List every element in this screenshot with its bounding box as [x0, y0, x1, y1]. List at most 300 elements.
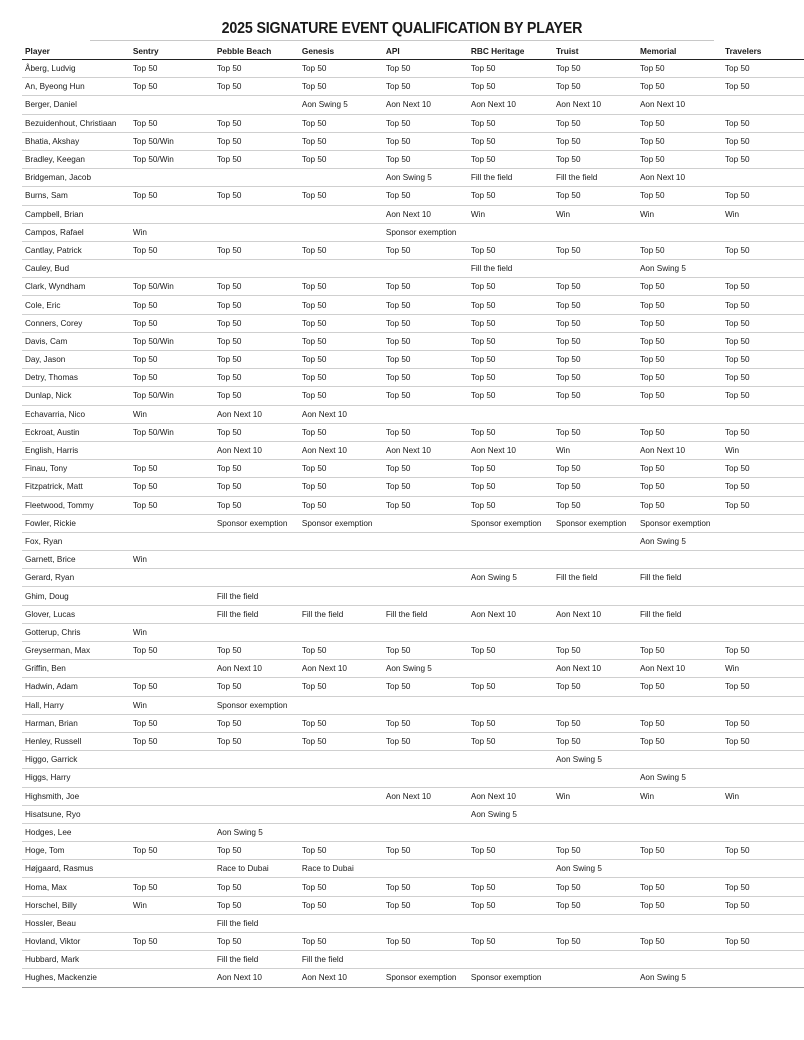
truist-cell: Top 50 [553, 732, 637, 750]
api-cell [383, 751, 468, 769]
memorial-cell: Aon Next 10 [637, 96, 722, 114]
table-row [22, 205, 804, 223]
travelers-cell: Top 50 [722, 278, 804, 296]
sentry-cell [130, 441, 214, 459]
player-name: Burns, Sam [22, 187, 130, 205]
player-name: Hossler, Beau [22, 914, 130, 932]
truist-cell: Top 50 [553, 60, 637, 78]
table-row [22, 896, 804, 914]
truist-cell [553, 405, 637, 423]
rbc-heritage-cell: Top 50 [468, 278, 553, 296]
memorial-cell: Top 50 [637, 332, 722, 350]
truist-cell: Top 50 [553, 387, 637, 405]
pebble-beach-cell: Top 50 [214, 732, 299, 750]
rbc-heritage-cell: Win [468, 205, 553, 223]
genesis-cell [299, 751, 383, 769]
rbc-heritage-cell [468, 951, 553, 969]
sentry-cell [130, 823, 214, 841]
travelers-cell [722, 696, 804, 714]
pebble-beach-cell: Sponsor exemption [214, 696, 299, 714]
travelers-cell [722, 96, 804, 114]
pebble-beach-cell: Top 50 [214, 351, 299, 369]
sentry-cell: Win [130, 405, 214, 423]
pebble-beach-cell: Top 50 [214, 842, 299, 860]
pebble-beach-cell: Top 50 [214, 60, 299, 78]
memorial-cell: Aon Swing 5 [637, 769, 722, 787]
api-cell: Top 50 [383, 60, 468, 78]
api-cell: Top 50 [383, 642, 468, 660]
memorial-cell: Top 50 [637, 732, 722, 750]
player-name: English, Harris [22, 441, 130, 459]
genesis-cell: Race to Dubai [299, 860, 383, 878]
genesis-cell [299, 787, 383, 805]
rbc-heritage-cell: Aon Next 10 [468, 441, 553, 459]
pebble-beach-cell: Top 50 [214, 314, 299, 332]
rbc-heritage-cell: Top 50 [468, 678, 553, 696]
player-name: Hughes, Mackenzie [22, 969, 130, 987]
truist-cell [553, 805, 637, 823]
player-name: Clark, Wyndham [22, 278, 130, 296]
genesis-cell: Top 50 [299, 278, 383, 296]
genesis-cell: Top 50 [299, 369, 383, 387]
genesis-cell [299, 696, 383, 714]
pebble-beach-cell: Top 50 [214, 278, 299, 296]
api-cell: Top 50 [383, 187, 468, 205]
column-header-rbc-heritage: RBC Heritage [468, 42, 553, 60]
rbc-heritage-cell: Top 50 [468, 714, 553, 732]
travelers-cell: Top 50 [722, 314, 804, 332]
genesis-cell: Top 50 [299, 241, 383, 259]
memorial-cell: Fill the field [637, 569, 722, 587]
memorial-cell [637, 587, 722, 605]
table-row [22, 278, 804, 296]
travelers-cell [722, 569, 804, 587]
pebble-beach-cell: Top 50 [214, 678, 299, 696]
player-name: Highsmith, Joe [22, 787, 130, 805]
table-row [22, 969, 804, 987]
genesis-cell: Top 50 [299, 296, 383, 314]
memorial-cell [637, 223, 722, 241]
genesis-cell: Top 50 [299, 896, 383, 914]
genesis-cell: Top 50 [299, 478, 383, 496]
player-name: Bradley, Keegan [22, 150, 130, 168]
rbc-heritage-cell: Top 50 [468, 896, 553, 914]
api-cell: Top 50 [383, 278, 468, 296]
truist-cell [553, 914, 637, 932]
api-cell: Top 50 [383, 732, 468, 750]
genesis-cell [299, 805, 383, 823]
travelers-cell [722, 532, 804, 550]
player-name: Dunlap, Nick [22, 387, 130, 405]
player-name: Hadwin, Adam [22, 678, 130, 696]
travelers-cell: Top 50 [722, 896, 804, 914]
rbc-heritage-cell: Top 50 [468, 842, 553, 860]
truist-cell: Top 50 [553, 150, 637, 168]
table-row [22, 78, 804, 96]
api-cell [383, 587, 468, 605]
genesis-cell: Top 50 [299, 496, 383, 514]
genesis-cell: Aon Next 10 [299, 969, 383, 987]
table-row [22, 150, 804, 168]
api-cell [383, 951, 468, 969]
table-row [22, 405, 804, 423]
table-row [22, 514, 804, 532]
qualification-table [22, 42, 804, 988]
genesis-cell: Top 50 [299, 187, 383, 205]
truist-cell: Win [553, 787, 637, 805]
api-cell: Top 50 [383, 314, 468, 332]
memorial-cell: Top 50 [637, 369, 722, 387]
pebble-beach-cell [214, 769, 299, 787]
genesis-cell [299, 205, 383, 223]
memorial-cell [637, 805, 722, 823]
table-header-row [22, 42, 804, 60]
travelers-cell [722, 823, 804, 841]
player-name: Hodges, Lee [22, 823, 130, 841]
sentry-cell [130, 660, 214, 678]
genesis-cell: Fill the field [299, 951, 383, 969]
pebble-beach-cell: Top 50 [214, 78, 299, 96]
rbc-heritage-cell [468, 860, 553, 878]
sentry-cell [130, 769, 214, 787]
sentry-cell: Top 50 [130, 878, 214, 896]
memorial-cell [637, 914, 722, 932]
travelers-cell: Win [722, 787, 804, 805]
travelers-cell: Top 50 [722, 678, 804, 696]
genesis-cell [299, 551, 383, 569]
rbc-heritage-cell: Sponsor exemption [468, 514, 553, 532]
api-cell: Top 50 [383, 496, 468, 514]
pebble-beach-cell: Top 50 [214, 460, 299, 478]
travelers-cell [722, 860, 804, 878]
pebble-beach-cell [214, 805, 299, 823]
pebble-beach-cell: Top 50 [214, 132, 299, 150]
table-row [22, 787, 804, 805]
api-cell [383, 532, 468, 550]
truist-cell: Top 50 [553, 423, 637, 441]
rbc-heritage-cell: Top 50 [468, 642, 553, 660]
sentry-cell [130, 787, 214, 805]
pebble-beach-cell [214, 787, 299, 805]
pebble-beach-cell [214, 223, 299, 241]
travelers-cell: Top 50 [722, 296, 804, 314]
truist-cell: Top 50 [553, 642, 637, 660]
player-name: Hoge, Tom [22, 842, 130, 860]
memorial-cell: Top 50 [637, 314, 722, 332]
memorial-cell: Fill the field [637, 605, 722, 623]
column-header-sentry: Sentry [130, 42, 214, 60]
memorial-cell: Top 50 [637, 460, 722, 478]
memorial-cell: Aon Swing 5 [637, 969, 722, 987]
table-row [22, 823, 804, 841]
truist-cell [553, 951, 637, 969]
api-cell: Top 50 [383, 478, 468, 496]
truist-cell: Fill the field [553, 169, 637, 187]
column-header-memorial: Memorial [637, 42, 722, 60]
memorial-cell [637, 405, 722, 423]
sentry-cell: Top 50 [130, 314, 214, 332]
rbc-heritage-cell: Aon Next 10 [468, 96, 553, 114]
table-row [22, 678, 804, 696]
pebble-beach-cell: Top 50 [214, 933, 299, 951]
truist-cell: Top 50 [553, 114, 637, 132]
sentry-cell [130, 605, 214, 623]
memorial-cell: Top 50 [637, 714, 722, 732]
table-row [22, 660, 804, 678]
player-name: Higgs, Harry [22, 769, 130, 787]
truist-cell: Win [553, 205, 637, 223]
truist-cell: Aon Swing 5 [553, 860, 637, 878]
api-cell: Top 50 [383, 387, 468, 405]
player-name: Fitzpatrick, Matt [22, 478, 130, 496]
truist-cell: Top 50 [553, 878, 637, 896]
player-name: Bhatia, Akshay [22, 132, 130, 150]
pebble-beach-cell: Top 50 [214, 114, 299, 132]
rbc-heritage-cell [468, 532, 553, 550]
sentry-cell [130, 205, 214, 223]
pebble-beach-cell: Top 50 [214, 187, 299, 205]
truist-cell: Top 50 [553, 678, 637, 696]
pebble-beach-cell [214, 260, 299, 278]
table-row [22, 951, 804, 969]
pebble-beach-cell [214, 569, 299, 587]
memorial-cell: Top 50 [637, 642, 722, 660]
sentry-cell [130, 969, 214, 987]
api-cell: Top 50 [383, 150, 468, 168]
column-header-pebble-beach: Pebble Beach [214, 42, 299, 60]
pebble-beach-cell: Top 50 [214, 714, 299, 732]
genesis-cell [299, 569, 383, 587]
player-name: Cauley, Bud [22, 260, 130, 278]
rbc-heritage-cell: Top 50 [468, 150, 553, 168]
sentry-cell: Top 50 [130, 296, 214, 314]
table-body [22, 60, 804, 988]
sentry-cell: Top 50 [130, 678, 214, 696]
player-name: Åberg, Ludvig [22, 60, 130, 78]
api-cell: Top 50 [383, 842, 468, 860]
player-name: Detry, Thomas [22, 369, 130, 387]
memorial-cell: Top 50 [637, 150, 722, 168]
rbc-heritage-cell: Fill the field [468, 169, 553, 187]
memorial-cell [637, 951, 722, 969]
travelers-cell [722, 605, 804, 623]
column-header-genesis: Genesis [299, 42, 383, 60]
sentry-cell [130, 169, 214, 187]
player-name: An, Byeong Hun [22, 78, 130, 96]
sentry-cell: Top 50 [130, 187, 214, 205]
sentry-cell: Top 50/Win [130, 332, 214, 350]
table-row [22, 387, 804, 405]
sentry-cell: Win [130, 223, 214, 241]
genesis-cell: Top 50 [299, 878, 383, 896]
pebble-beach-cell: Fill the field [214, 951, 299, 969]
travelers-cell: Top 50 [722, 732, 804, 750]
table-row [22, 714, 804, 732]
player-name: Campbell, Brian [22, 205, 130, 223]
travelers-cell: Win [722, 441, 804, 459]
genesis-cell: Aon Next 10 [299, 405, 383, 423]
memorial-cell: Aon Swing 5 [637, 260, 722, 278]
table-row [22, 842, 804, 860]
memorial-cell: Aon Next 10 [637, 660, 722, 678]
api-cell: Top 50 [383, 369, 468, 387]
player-name: Glover, Lucas [22, 605, 130, 623]
column-header-travelers: Travelers [722, 42, 804, 60]
genesis-cell: Fill the field [299, 605, 383, 623]
api-cell: Fill the field [383, 605, 468, 623]
api-cell: Top 50 [383, 132, 468, 150]
sentry-cell: Top 50 [130, 60, 214, 78]
sentry-cell: Top 50/Win [130, 423, 214, 441]
sentry-cell: Top 50 [130, 241, 214, 259]
pebble-beach-cell: Top 50 [214, 241, 299, 259]
truist-cell [553, 532, 637, 550]
sentry-cell: Top 50 [130, 460, 214, 478]
pebble-beach-cell [214, 551, 299, 569]
table-row [22, 260, 804, 278]
sentry-cell: Top 50 [130, 714, 214, 732]
genesis-cell: Top 50 [299, 332, 383, 350]
rbc-heritage-cell: Aon Swing 5 [468, 569, 553, 587]
genesis-cell: Top 50 [299, 423, 383, 441]
sentry-cell: Top 50 [130, 842, 214, 860]
genesis-cell: Top 50 [299, 78, 383, 96]
truist-cell [553, 769, 637, 787]
memorial-cell: Top 50 [637, 478, 722, 496]
player-name: Harman, Brian [22, 714, 130, 732]
api-cell: Top 50 [383, 460, 468, 478]
pebble-beach-cell: Top 50 [214, 878, 299, 896]
travelers-cell: Top 50 [722, 241, 804, 259]
rbc-heritage-cell: Top 50 [468, 387, 553, 405]
memorial-cell: Top 50 [637, 896, 722, 914]
table-row [22, 769, 804, 787]
memorial-cell: Top 50 [637, 278, 722, 296]
genesis-cell: Top 50 [299, 150, 383, 168]
player-name: Garnett, Brice [22, 551, 130, 569]
truist-cell [553, 696, 637, 714]
sentry-cell: Top 50 [130, 496, 214, 514]
genesis-cell: Aon Next 10 [299, 660, 383, 678]
api-cell: Top 50 [383, 678, 468, 696]
sentry-cell [130, 751, 214, 769]
memorial-cell: Top 50 [637, 678, 722, 696]
truist-cell: Top 50 [553, 278, 637, 296]
player-name: Hubbard, Mark [22, 951, 130, 969]
sentry-cell: Top 50 [130, 642, 214, 660]
api-cell: Top 50 [383, 878, 468, 896]
sentry-cell: Win [130, 623, 214, 641]
truist-cell: Top 50 [553, 478, 637, 496]
travelers-cell: Top 50 [722, 369, 804, 387]
travelers-cell [722, 805, 804, 823]
travelers-cell [722, 514, 804, 532]
title-divider [90, 40, 714, 41]
api-cell: Aon Next 10 [383, 205, 468, 223]
sentry-cell [130, 951, 214, 969]
truist-cell: Top 50 [553, 714, 637, 732]
travelers-cell: Top 50 [722, 842, 804, 860]
pebble-beach-cell: Fill the field [214, 587, 299, 605]
memorial-cell: Top 50 [637, 933, 722, 951]
sentry-cell: Top 50 [130, 732, 214, 750]
sentry-cell: Top 50 [130, 369, 214, 387]
truist-cell [553, 969, 637, 987]
rbc-heritage-cell: Top 50 [468, 423, 553, 441]
genesis-cell: Top 50 [299, 732, 383, 750]
sentry-cell: Win [130, 696, 214, 714]
memorial-cell: Top 50 [637, 878, 722, 896]
truist-cell: Top 50 [553, 132, 637, 150]
player-name: Berger, Daniel [22, 96, 130, 114]
rbc-heritage-cell [468, 823, 553, 841]
table-row [22, 878, 804, 896]
pebble-beach-cell: Aon Next 10 [214, 441, 299, 459]
memorial-cell: Sponsor exemption [637, 514, 722, 532]
truist-cell: Top 50 [553, 78, 637, 96]
travelers-cell [722, 951, 804, 969]
rbc-heritage-cell: Top 50 [468, 241, 553, 259]
player-name: Henley, Russell [22, 732, 130, 750]
truist-cell [553, 587, 637, 605]
table-row [22, 241, 804, 259]
table-row [22, 623, 804, 641]
truist-cell: Top 50 [553, 332, 637, 350]
api-cell: Top 50 [383, 351, 468, 369]
player-name: Ghim, Doug [22, 587, 130, 605]
genesis-cell: Top 50 [299, 132, 383, 150]
travelers-cell: Top 50 [722, 496, 804, 514]
truist-cell: Top 50 [553, 460, 637, 478]
rbc-heritage-cell [468, 696, 553, 714]
travelers-cell [722, 169, 804, 187]
table-row [22, 587, 804, 605]
memorial-cell: Aon Swing 5 [637, 532, 722, 550]
table-row [22, 114, 804, 132]
sentry-cell [130, 532, 214, 550]
api-cell [383, 914, 468, 932]
truist-cell: Top 50 [553, 351, 637, 369]
travelers-cell: Top 50 [722, 78, 804, 96]
travelers-cell [722, 969, 804, 987]
table-row [22, 569, 804, 587]
pebble-beach-cell: Top 50 [214, 478, 299, 496]
genesis-cell: Top 50 [299, 460, 383, 478]
travelers-cell [722, 769, 804, 787]
travelers-cell [722, 223, 804, 241]
pebble-beach-cell: Fill the field [214, 914, 299, 932]
travelers-cell: Top 50 [722, 132, 804, 150]
truist-cell: Aon Next 10 [553, 660, 637, 678]
player-name: Campos, Rafael [22, 223, 130, 241]
player-name: Echavarria, Nico [22, 405, 130, 423]
table-row [22, 296, 804, 314]
player-name: Finau, Tony [22, 460, 130, 478]
rbc-heritage-cell: Top 50 [468, 369, 553, 387]
travelers-cell [722, 623, 804, 641]
column-header-api: API [383, 42, 468, 60]
travelers-cell: Top 50 [722, 387, 804, 405]
travelers-cell [722, 914, 804, 932]
truist-cell: Aon Next 10 [553, 605, 637, 623]
player-name: Hisatsune, Ryo [22, 805, 130, 823]
travelers-cell: Top 50 [722, 478, 804, 496]
travelers-cell: Top 50 [722, 351, 804, 369]
rbc-heritage-cell: Top 50 [468, 878, 553, 896]
travelers-cell: Top 50 [722, 150, 804, 168]
memorial-cell: Top 50 [637, 114, 722, 132]
table-row [22, 187, 804, 205]
